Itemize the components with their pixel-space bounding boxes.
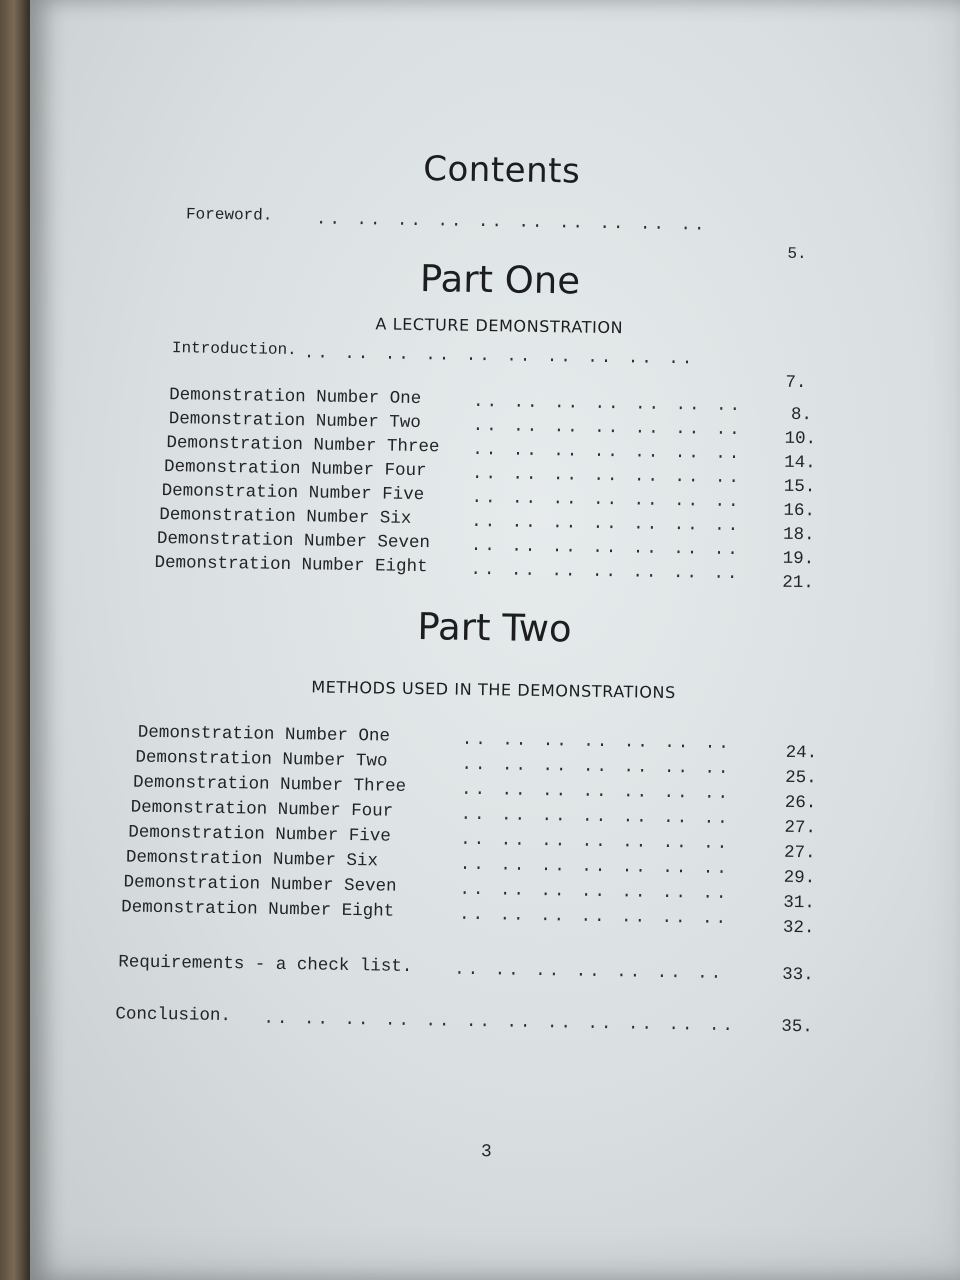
toc-label: Foreword. [185, 205, 273, 225]
toc-label: Demonstration Number Eight [154, 552, 428, 578]
part-one-subheading: A LECTURE DEMONSTRATION [375, 314, 624, 338]
toc-label: Demonstration Number Four [130, 797, 394, 822]
toc-leader-dots: .. .. .. .. .. .. .. [471, 487, 742, 513]
contents-title: Contents [422, 149, 581, 192]
toc-label: Demonstration Number Two [168, 409, 421, 434]
part-two-subheading: METHODS USED IN THE DEMONSTRATIONS [311, 677, 676, 703]
toc-label: Demonstration Number One [137, 722, 391, 747]
toc-page-number: 16. [783, 500, 816, 522]
toc-label: Demonstration Number Six [125, 847, 379, 872]
toc-page-number: 19. [782, 548, 815, 570]
toc-label: Demonstration Number Seven [156, 528, 431, 554]
toc-leader-dots: .. .. .. .. .. .. .. .. .. .. [303, 343, 696, 370]
toc-leader-dots: .. .. .. .. .. .. .. [454, 959, 725, 984]
toc-leader-dots: .. .. .. .. .. .. .. [459, 854, 731, 879]
toc-label: Demonstration Number Three [132, 772, 407, 797]
toc-leader-dots: .. .. .. .. .. .. .. .. .. .. [315, 209, 708, 236]
toc-page-number: 24. [785, 742, 818, 764]
toc-page-number: 27. [783, 842, 816, 864]
toc-leader-dots: .. .. .. .. .. .. .. [472, 415, 743, 441]
toc-leader-dots: .. .. .. .. .. .. .. [461, 729, 732, 754]
toc-page-number: 10. [784, 428, 817, 450]
toc-page-number: 26. [784, 792, 817, 814]
toc-page-number: 14. [784, 452, 816, 474]
part-two-heading: Part Two [417, 605, 572, 651]
toc-label: Demonstration Number One [169, 385, 422, 410]
toc-label: Demonstration Number Five [161, 480, 425, 506]
toc-label: Demonstration Number Three [166, 433, 440, 458]
toc-page-number: 5. [787, 244, 807, 264]
toc-leader-dots: .. .. .. .. .. .. .. [460, 829, 731, 854]
toc-label: Demonstration Number Two [135, 747, 388, 772]
toc-page-number: 27. [784, 817, 817, 839]
toc-leader-dots: .. .. .. .. .. .. .. [470, 535, 742, 561]
toc-page-number: 33. [781, 964, 814, 986]
toc-leader-dots: .. .. .. .. .. .. .. [461, 754, 732, 779]
toc-page-number: 35. [781, 1016, 814, 1038]
toc-leader-dots: .. .. .. .. .. .. .. [472, 439, 743, 465]
toc-leader-dots: .. .. .. .. .. .. .. [472, 391, 744, 417]
toc-leader-dots: .. .. .. .. .. .. .. [460, 779, 732, 804]
toc-leader-dots: .. .. .. .. .. .. .. [458, 904, 730, 929]
toc-leader-dots: .. .. .. .. .. .. .. [471, 511, 742, 537]
toc-page-number: 7. [785, 372, 807, 394]
toc-entry-conclusion [23, 1003, 953, 1042]
toc-page-number: 25. [785, 767, 817, 789]
toc-label: Requirements - a check list. [118, 952, 413, 977]
toc-label: Conclusion. [115, 1004, 232, 1027]
toc-entry-foreword [36, 203, 960, 264]
toc-page-number: 8. [790, 404, 813, 426]
toc-leader-dots: .. .. .. .. .. .. .. .. .. .. .. .. [263, 1008, 737, 1037]
toc-label: Demonstration Number Seven [123, 872, 397, 897]
toc-label: Demonstration Number Six [159, 504, 412, 529]
toc-entry-introduction [34, 337, 960, 394]
toc-label: Demonstration Number Four [163, 457, 427, 482]
toc-page-number: 32. [782, 917, 815, 939]
toc-page-number: 18. [782, 524, 815, 546]
toc-page-number: 21. [782, 572, 814, 594]
page-content [19, 0, 960, 1280]
toc-label: Demonstration Number Eight [120, 897, 395, 922]
toc-leader-dots: .. .. .. .. .. .. .. [470, 559, 741, 585]
toc-entry-requirements [24, 951, 954, 990]
toc-leader-dots: .. .. .. .. .. .. .. [471, 463, 743, 489]
toc-label: Demonstration Number Five [128, 822, 391, 847]
toc-label: Introduction. [171, 339, 297, 360]
toc-page-number: 29. [783, 867, 816, 889]
page-number: 3 [480, 1142, 492, 1163]
part-one-heading: Part One [419, 257, 581, 303]
toc-leader-dots: .. .. .. .. .. .. .. [460, 804, 731, 829]
toc-leader-dots: .. .. .. .. .. .. .. [459, 879, 730, 904]
book-page [30, 0, 960, 1280]
toc-page-number: 15. [783, 476, 816, 498]
toc-page-number: 31. [783, 892, 815, 914]
